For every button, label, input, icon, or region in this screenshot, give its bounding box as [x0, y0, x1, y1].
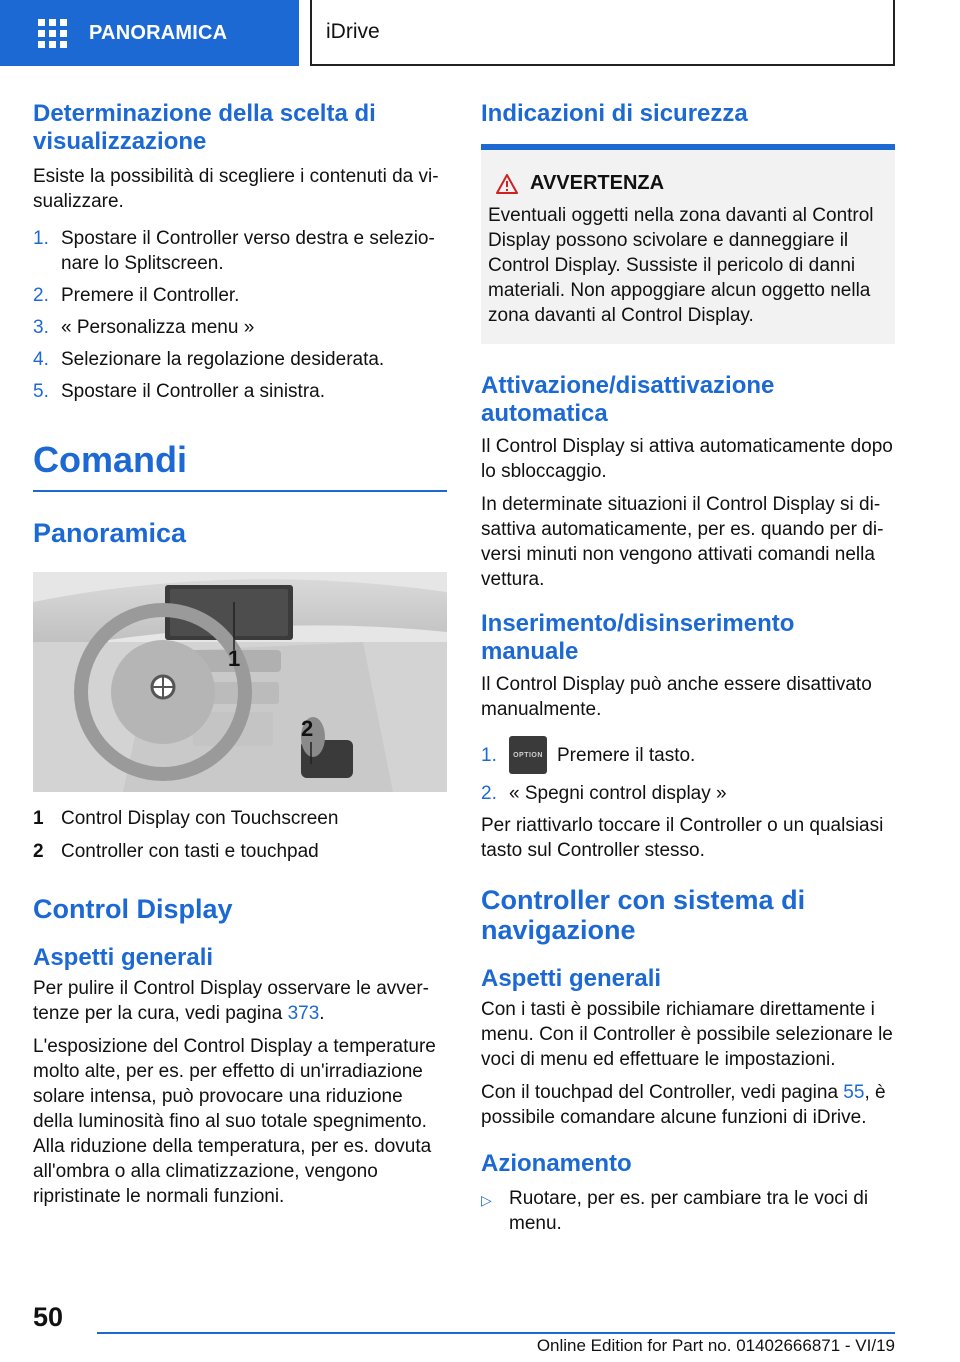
list-item: 5. Spostare il Controller a sinistra.	[33, 381, 325, 402]
figure-label-2: 2	[301, 716, 314, 741]
paragraph-riattivarlo: Per riattivarlo toccare il Controller o un qualsiasi tasto sul Controller stesso.	[481, 815, 884, 861]
paragraph-pulire: Per pulire il Control Display osservare le avvertenze per la cura, vedi pagina 373.	[33, 978, 429, 1024]
option-button-icon: OPTION	[509, 736, 547, 774]
triangle-bullet-icon: ▷	[481, 1192, 492, 1208]
page-link-373[interactable]: 373	[287, 1003, 320, 1024]
footer-edition: Online Edition for Part no. 01402666871 - VI/19	[536, 1336, 895, 1355]
heading-sicurezza: Indicazioni di sicurezza	[481, 100, 748, 127]
left-column	[33, 100, 447, 1209]
heading-controller-navigazione: Controller con sistema di navigazione	[481, 885, 806, 945]
paragraph-esposizione: L'esposizione del Control Display a temperature molto alte, per es. per effetto di un'irradiazione solare intensa, può provocare una riduzione della luminosità fino al suo totale spegnimento. Alla riduzione della temperatura, per es. dovuta all'ombra o alla climatizzazione, vengono ripristinate le normali funzioni.	[33, 1036, 436, 1207]
paragraph-touchpad: Con il touchpad del Controller, vedi pagina 55, è possibile comandare alcune funzioni di iDrive.	[481, 1082, 886, 1128]
list-item: 4. Selezionare la regolazione desiderata.	[33, 349, 385, 370]
heading-inserimento: Inserimento/disinserimento manuale	[481, 610, 795, 665]
heading-aspetti-generali: Aspetti generali	[33, 944, 214, 971]
warning-triangle-icon	[496, 174, 518, 194]
right-column	[481, 100, 895, 1236]
heading-rule	[33, 490, 447, 492]
steps-list-right	[481, 736, 895, 806]
warning-box	[481, 144, 895, 344]
cockpit-illustration	[33, 572, 447, 792]
header-section-title	[310, 0, 895, 66]
grid-icon	[38, 19, 67, 48]
paragraph-determinazione: Esiste la possibilità di scegliere i contenuti da visualizzare.	[33, 166, 439, 212]
figure-legend	[33, 806, 447, 864]
list-item: 1. Spostare il Controller verso destra e selezionare lo Splitscreen.	[33, 228, 435, 274]
paragraph-attiva-1: Il Control Display si attiva automaticamente dopo lo sbloccaggio.	[481, 436, 893, 482]
header-tab-panoramica[interactable]	[0, 0, 299, 66]
heading-aspetti-generali-right: Aspetti generali	[481, 965, 662, 992]
heading-azionamento: Azionamento	[481, 1150, 632, 1177]
heading-attivazione: Attivazione/disattivazione automatica	[481, 372, 775, 427]
paragraph-inserimento: Il Control Display può anche essere disattivato manualmente.	[481, 674, 872, 720]
header-tab-label: PANORAMICA	[89, 21, 228, 44]
legend-item: 1 Control Display con Touchscreen	[33, 808, 339, 829]
paragraph-tasti: Con i tasti è possibile richiamare direttamente i menu. Con il Controller è possibile selezionare le voci di menu ed effettuare le impostazioni.	[481, 999, 893, 1070]
heading-panoramica: Panoramica	[33, 518, 187, 548]
steps-list-left	[33, 226, 447, 404]
figure-label-1: 1	[228, 646, 241, 671]
bullet-item: ▷ Ruotare, per es. per cambiare tra le voci di menu.	[481, 1188, 869, 1234]
warning-text: Eventuali oggetti nella zona davanti al Control Display possono scivolare e danneggiare il Control Display. Sussiste il pericolo di danni materiali. Non appoggiare alcun oggetto nella zona davanti al Control Display.	[488, 205, 874, 326]
heading-control-display: Control Display	[33, 894, 233, 924]
legend-item: 2 Controller con tasti e touchpad	[33, 841, 319, 862]
list-item: 1. OPTION Premere il tasto.	[481, 736, 895, 774]
page-link-55[interactable]: 55	[843, 1082, 865, 1103]
page-number: 50	[33, 1302, 64, 1332]
heading-determinazione: Determinazione della scelta di visualizzazione	[33, 100, 376, 155]
footer-rule	[97, 1332, 895, 1334]
list-item: 2. Premere il Controller.	[33, 285, 240, 306]
section-title-text: iDrive	[326, 20, 380, 43]
warning-title: AVVERTENZA	[530, 172, 665, 194]
list-item: 2. « Spegni control display »	[481, 783, 727, 804]
warning-header	[488, 172, 887, 195]
heading-comandi: Comandi	[33, 439, 188, 480]
paragraph-attiva-2: In determinate situazioni il Control Display si disattiva automaticamente, per es. quando per diversi minuti non vengono attivati comandi nella vettura.	[481, 494, 884, 590]
list-item: 3. « Personalizza menu »	[33, 317, 255, 338]
